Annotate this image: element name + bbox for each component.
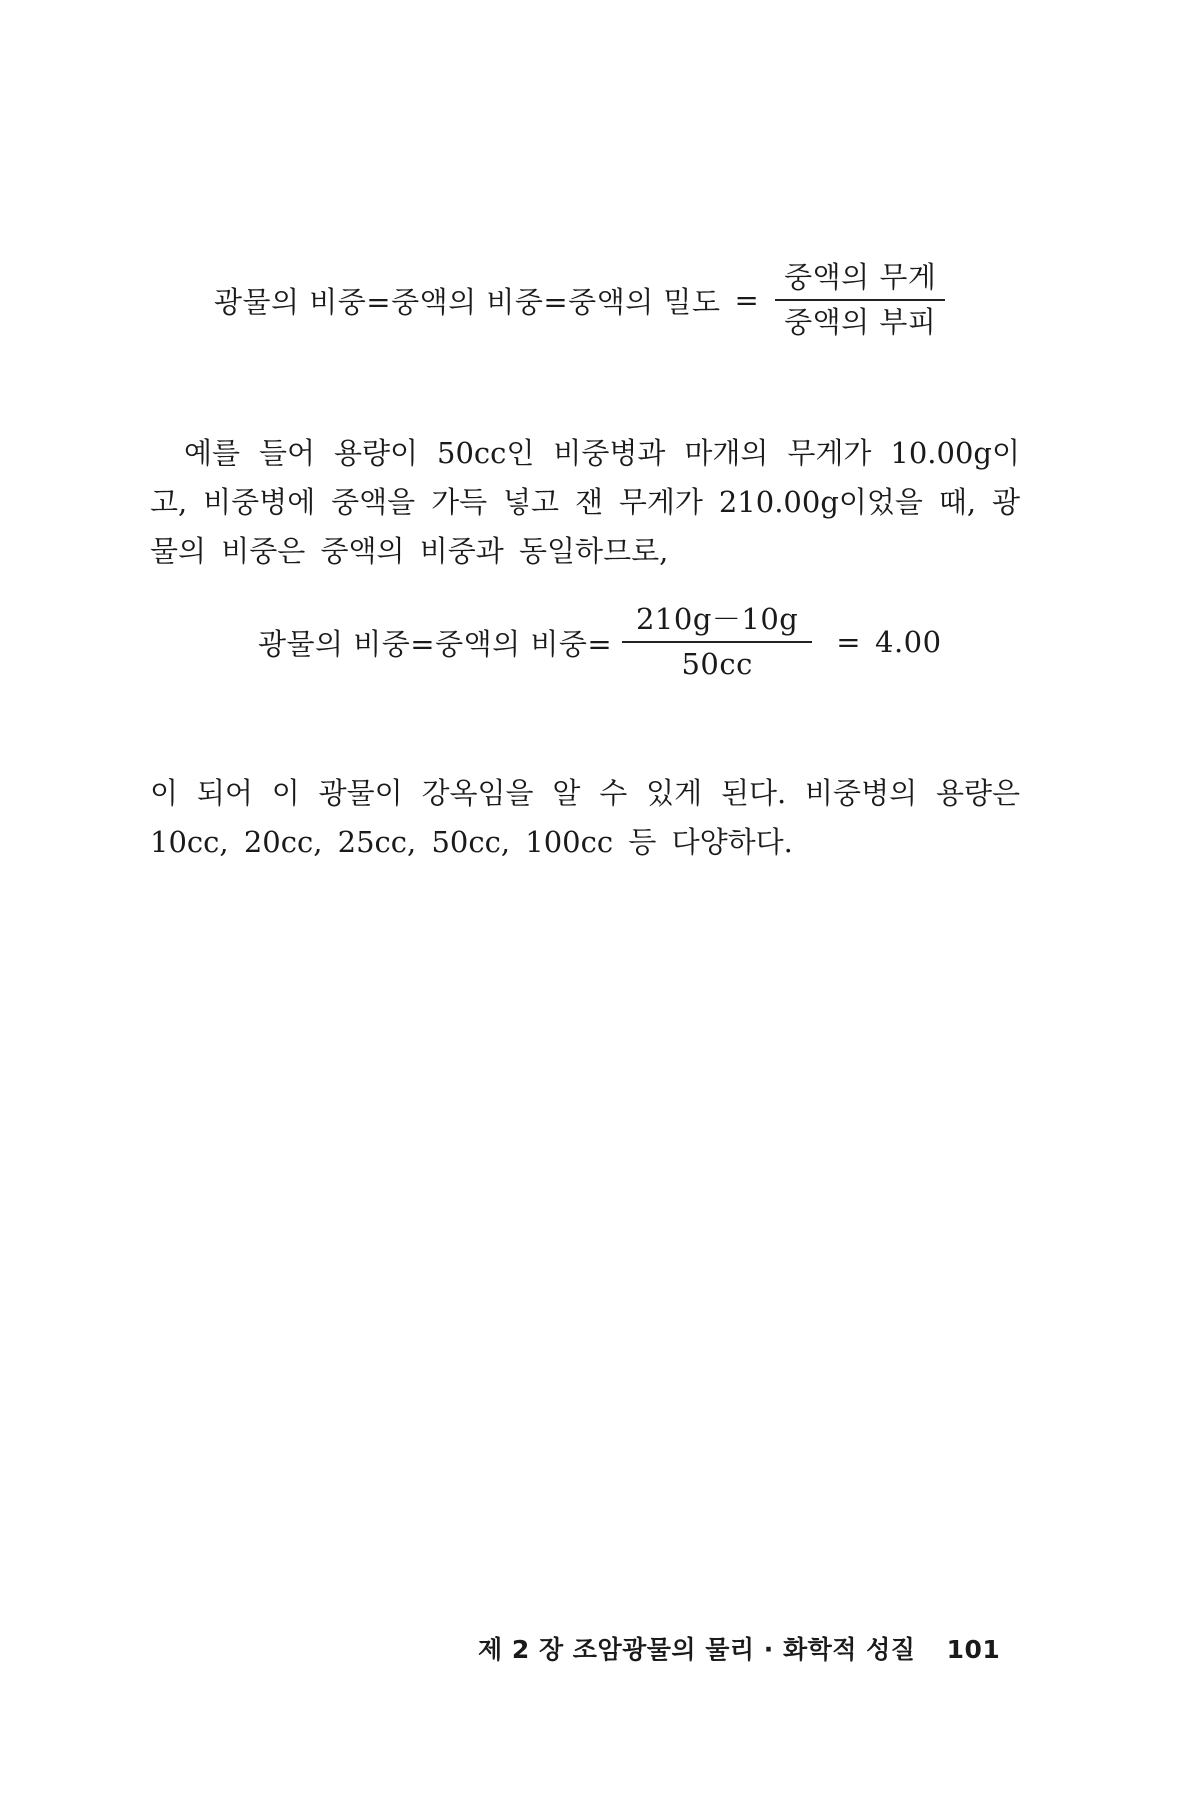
fraction-numerator: 중액의 무게 (784, 260, 937, 294)
chapter-title: 제 2 장 조암광물의 물리 · 화학적 성질 (478, 1635, 916, 1664)
fraction-numerator: 210g－10g (635, 602, 799, 636)
formula-lhs: 광물의 비중=중액의 비중= (258, 626, 613, 661)
paragraph-conclusion: 이 되어 이 광물이 강옥임을 알 수 있게 된다. 비중병의 용량은 10cc, 20cc, 25cc, 50cc, 100cc 등 다양하다. (150, 776, 1020, 859)
fraction (622, 598, 812, 686)
equals-sign: = (836, 625, 861, 660)
page-number: 101 (946, 1635, 1001, 1664)
equals-sign: = (734, 283, 760, 318)
page-footer (478, 1630, 1000, 1666)
fraction-denominator: 중액의 부피 (784, 305, 937, 340)
density-formula (214, 256, 955, 344)
calculation-result: 4.00 (875, 625, 942, 660)
fraction-denominator: 50cc (681, 647, 753, 682)
formula-lhs: 광물의 비중=중액의 비중=중액의 밀도 (214, 284, 721, 319)
specific-gravity-calculation (258, 598, 942, 686)
paragraph-example: 예를 들어 용량이 50cc인 비중병과 마개의 무게가 10.00g이고, 비중병에 중액을 가득 넣고 잰 무게가 210.00g이었을 때, 광물의 비중은 중액의 비중과 동일하므로, (150, 436, 1020, 568)
fraction (775, 256, 945, 344)
